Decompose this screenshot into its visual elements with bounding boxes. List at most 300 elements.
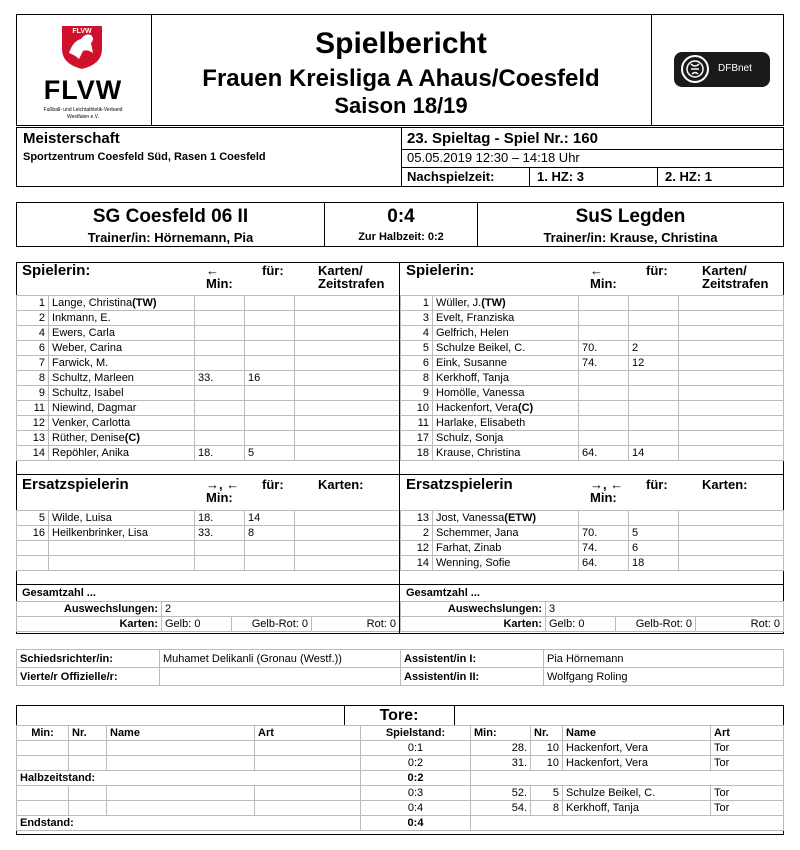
player-role-tag: (C): [124, 432, 141, 444]
player-number: 18: [401, 446, 433, 461]
home-coach: Trainer/in: Hörnemann, Pia: [87, 230, 254, 245]
player-name: Schulze Beikel, C.: [433, 341, 579, 356]
home-lineup-header: [16, 264, 400, 290]
goal-away-name: Hackenfort, Vera: [563, 756, 711, 771]
player-sub-for: [245, 541, 295, 556]
player-sub-for: [245, 326, 295, 341]
player-sub-for: [629, 371, 679, 386]
player-row: [17, 356, 400, 371]
player-sub-for: [629, 326, 679, 341]
home-art-header: Art: [255, 726, 361, 741]
away-min-header: Min:: [471, 726, 531, 741]
karten-label: Karten/: [702, 264, 747, 278]
player-sub-minute: [195, 401, 245, 416]
player-cards: [679, 511, 784, 526]
final-result: 0:4: [387, 206, 415, 227]
player-sub-for: [629, 416, 679, 431]
player-name: Hackenfort, Vera(C): [433, 401, 579, 416]
player-sub-minute: [579, 311, 629, 326]
player-sub-for: 6: [629, 541, 679, 556]
home-spielerin-label: Spielerin:: [22, 264, 91, 279]
player-sub-minute: [195, 341, 245, 356]
player-name: Homölle, Vanessa: [433, 386, 579, 401]
home-subs-header: [16, 478, 400, 504]
player-number: 7: [17, 356, 49, 371]
goal-away-number: 10: [531, 741, 563, 756]
player-cards: [679, 356, 784, 371]
player-number: [17, 556, 49, 571]
player-number: 12: [17, 416, 49, 431]
goal-score: 0:3: [361, 786, 471, 801]
karten-label: Karten/: [318, 264, 363, 278]
player-number: 11: [401, 416, 433, 431]
player-sub-for: [629, 401, 679, 416]
karten-total-label: Karten:: [17, 617, 162, 632]
player-number: 16: [17, 526, 49, 541]
goal-away-number: 8: [531, 801, 563, 816]
player-sub-minute: [195, 311, 245, 326]
player-number: 13: [17, 431, 49, 446]
player-name: Krause, Christina: [433, 446, 579, 461]
player-sub-minute: 18.: [195, 511, 245, 526]
away-subs-header: [400, 478, 784, 504]
halftime-label: Halbzeitstand:: [17, 771, 361, 786]
player-number: 14: [17, 446, 49, 461]
season-title: Saison 18/19: [334, 93, 468, 118]
player-row: [17, 446, 400, 461]
player-sub-for: [245, 341, 295, 356]
player-number: 10: [401, 401, 433, 416]
player-number: 9: [17, 386, 49, 401]
player-sub-minute: [579, 511, 629, 526]
svg-text:FLVW: FLVW: [72, 28, 92, 35]
goal-home-number: [69, 756, 107, 771]
player-sub-minute: [579, 326, 629, 341]
karten-label: Karten:: [318, 478, 364, 492]
min-label: Min:: [206, 490, 233, 504]
goal-home-name: [107, 801, 255, 816]
player-row: [17, 371, 400, 386]
player-sub-for: [629, 311, 679, 326]
home-gelb: Gelb: 0: [162, 617, 232, 632]
away-auswechslungen: 3: [546, 602, 784, 617]
nachspielzeit-label: Nachspielzeit:: [407, 169, 495, 184]
halftime2-extra: 2. HZ: 1: [665, 169, 712, 184]
home-nr-header: Nr.: [69, 726, 107, 741]
player-name: Wenning, Sofie: [433, 556, 579, 571]
player-row: [401, 446, 784, 461]
goal-home-number: [69, 741, 107, 756]
goal-home-minute: [17, 786, 69, 801]
player-sub-for: [629, 296, 679, 311]
player-row: [401, 371, 784, 386]
goal-score: 0:2: [361, 756, 471, 771]
player-row: [17, 511, 400, 526]
sub-arrows-icon: →, ←: [206, 478, 240, 492]
player-sub-minute: [579, 371, 629, 386]
player-name: Wüller, J.(TW): [433, 296, 579, 311]
player-sub-minute: [579, 386, 629, 401]
player-name: Schultz, Marleen: [49, 371, 195, 386]
player-row: [401, 431, 784, 446]
goal-row: [17, 741, 784, 756]
player-number: 3: [401, 311, 433, 326]
player-sub-for: [629, 511, 679, 526]
player-row: [17, 311, 400, 326]
player-sub-minute: 70.: [579, 341, 629, 356]
player-role-tag: (C): [517, 402, 534, 414]
final-row: [17, 816, 784, 831]
home-team: SG Coesfeld 06 II: [92, 206, 249, 227]
player-sub-minute: [195, 431, 245, 446]
player-sub-for: [245, 416, 295, 431]
player-sub-for: [629, 431, 679, 446]
goal-score: 0:4: [361, 801, 471, 816]
player-name: Farhat, Zinab: [433, 541, 579, 556]
player-row: [17, 431, 400, 446]
final-spacer: [471, 816, 784, 831]
player-number: 8: [401, 371, 433, 386]
player-row: [17, 526, 400, 541]
player-sub-for: 12: [629, 356, 679, 371]
player-row: [17, 401, 400, 416]
player-number: 12: [401, 541, 433, 556]
vierte-label: Vierte/r Offizielle/r:: [17, 668, 160, 686]
goal-away-name: Kerkhoff, Tanja: [563, 801, 711, 816]
player-number: 14: [401, 556, 433, 571]
away-spielerin-label: Spielerin:: [406, 264, 475, 279]
player-name: Rüther, Denise(C): [49, 431, 195, 446]
player-cards: [295, 311, 400, 326]
player-sub-minute: 74.: [579, 541, 629, 556]
goal-home-type: [255, 756, 361, 771]
halftime-row: [17, 771, 784, 786]
away-gelb: Gelb: 0: [546, 617, 616, 632]
player-cards: [679, 371, 784, 386]
player-sub-minute: [195, 296, 245, 311]
player-cards: [679, 526, 784, 541]
goal-home-number: [69, 786, 107, 801]
player-sub-minute: [195, 541, 245, 556]
away-rot: Rot: 0: [696, 617, 784, 632]
player-sub-minute: 33.: [195, 371, 245, 386]
halftime-score: 0:2: [361, 771, 471, 786]
goal-away-number: 10: [531, 756, 563, 771]
min-label: Min:: [590, 490, 617, 504]
player-cards: [295, 326, 400, 341]
assist1-label: Assistent/in I:: [401, 650, 544, 668]
player-sub-minute: [579, 416, 629, 431]
flvw-crest-icon: [57, 23, 107, 71]
halftime1-extra: 1. HZ: 3: [537, 169, 584, 184]
away-subs-table: [400, 510, 784, 571]
player-number: 5: [401, 341, 433, 356]
player-cards: [295, 416, 400, 431]
goal-away-name: Hackenfort, Vera: [563, 741, 711, 756]
player-name: Heilkenbrinker, Lisa: [49, 526, 195, 541]
match-type: Meisterschaft: [23, 130, 120, 147]
player-sub-minute: [195, 386, 245, 401]
player-number: 2: [17, 311, 49, 326]
goal-row: [17, 801, 784, 816]
player-cards: [295, 296, 400, 311]
player-row: [401, 526, 784, 541]
home-gelbrot: Gelb-Rot: 0: [232, 617, 312, 632]
player-row: [401, 356, 784, 371]
home-name-header: Name: [107, 726, 255, 741]
away-lineup-header: [400, 264, 784, 290]
matchday: 23. Spieltag - Spiel Nr.: 160: [407, 130, 598, 147]
karten-label: Karten:: [702, 478, 748, 492]
player-name: Ewers, Carla: [49, 326, 195, 341]
min-label: Min:: [590, 276, 617, 290]
player-sub-minute: 70.: [579, 526, 629, 541]
score-box: [16, 202, 784, 247]
player-cards: [295, 511, 400, 526]
page-title: Spielbericht: [315, 27, 487, 60]
player-name: Schemmer, Jana: [433, 526, 579, 541]
goal-away-minute: 31.: [471, 756, 531, 771]
player-name: Schulz, Sonja: [433, 431, 579, 446]
goal-home-name: [107, 786, 255, 801]
player-sub-minute: [579, 431, 629, 446]
player-sub-minute: [195, 326, 245, 341]
zeitstrafen-label: Zeitstrafen: [318, 276, 385, 290]
player-sub-for: [245, 556, 295, 571]
goal-away-number: 5: [531, 786, 563, 801]
player-cards: [679, 556, 784, 571]
player-sub-minute: [195, 356, 245, 371]
player-cards: [295, 386, 400, 401]
player-row: [17, 541, 400, 556]
away-coach: Trainer/in: Krause, Christina: [543, 230, 718, 245]
player-cards: [679, 401, 784, 416]
assist2-name: Wolfgang Roling: [544, 668, 784, 686]
arrow-left-icon: ←: [206, 264, 219, 278]
player-row: [401, 541, 784, 556]
player-number: 1: [17, 296, 49, 311]
player-number: [17, 541, 49, 556]
player-sub-minute: [579, 296, 629, 311]
player-number: 1: [401, 296, 433, 311]
player-sub-for: 2: [629, 341, 679, 356]
spielstand-header: Spielstand:: [361, 726, 471, 741]
goal-away-minute: 28.: [471, 741, 531, 756]
goal-home-minute: [17, 756, 69, 771]
player-row: [401, 341, 784, 356]
goal-away-type: Tor: [711, 801, 784, 816]
player-name: Venker, Carlotta: [49, 416, 195, 431]
fuer-label: für:: [646, 478, 668, 492]
player-cards: [295, 541, 400, 556]
player-name: Harlake, Elisabeth: [433, 416, 579, 431]
sub-arrows-icon: →, ←: [590, 478, 624, 492]
goal-score: 0:1: [361, 741, 471, 756]
player-sub-minute: 64.: [579, 446, 629, 461]
player-row: [17, 341, 400, 356]
goal-away-type: Tor: [711, 786, 784, 801]
goal-away-minute: 52.: [471, 786, 531, 801]
player-row: [17, 386, 400, 401]
home-totals: [16, 601, 400, 632]
player-name: Wilde, Luisa: [49, 511, 195, 526]
player-sub-minute: [579, 401, 629, 416]
flvw-sub2: Westfalen e.V.: [67, 114, 99, 120]
player-number: 5: [17, 511, 49, 526]
flvw-logo: [35, 23, 131, 123]
player-sub-for: [245, 356, 295, 371]
player-number: 17: [401, 431, 433, 446]
player-number: 8: [17, 371, 49, 386]
player-row: [401, 511, 784, 526]
player-sub-minute: 33.: [195, 526, 245, 541]
goal-home-minute: [17, 801, 69, 816]
zeitstrafen-label: Zeitstrafen: [702, 276, 769, 290]
away-team: SuS Legden: [575, 206, 686, 227]
goal-home-number: [69, 801, 107, 816]
flvw-sub: Fußball- und Leichtathletik-Verband: [43, 107, 123, 113]
fuer-label: für:: [646, 264, 668, 278]
player-sub-for: [245, 311, 295, 326]
player-row: [17, 326, 400, 341]
flvw-logo-text: FLVW: [43, 75, 123, 105]
player-cards: [295, 446, 400, 461]
fuer-label: für:: [262, 264, 284, 278]
player-row: [17, 296, 400, 311]
home-subs-table: [16, 510, 400, 571]
player-name: Evelt, Franziska: [433, 311, 579, 326]
goal-row: [17, 756, 784, 771]
home-rot: Rot: 0: [312, 617, 400, 632]
away-gelbrot: Gelb-Rot: 0: [616, 617, 696, 632]
player-cards: [295, 356, 400, 371]
player-name: Jost, Vanessa(ETW): [433, 511, 579, 526]
player-cards: [679, 541, 784, 556]
min-label: Min:: [206, 276, 233, 290]
away-art-header: Art: [711, 726, 784, 741]
player-name: Kerkhoff, Tanja: [433, 371, 579, 386]
vierte-name: [160, 668, 401, 686]
player-number: 2: [401, 526, 433, 541]
goals-title: Tore:: [379, 707, 419, 724]
goal-away-type: Tor: [711, 741, 784, 756]
player-number: 9: [401, 386, 433, 401]
assist2-label: Assistent/in II:: [401, 668, 544, 686]
player-cards: [295, 371, 400, 386]
player-sub-minute: [195, 416, 245, 431]
home-ersatz-label: Ersatzspielerin: [22, 478, 129, 493]
player-cards: [679, 341, 784, 356]
arrow-left-icon: ←: [590, 264, 603, 278]
player-row: [17, 416, 400, 431]
dfbnet-label: DFBnet: [718, 63, 752, 74]
player-row: [401, 556, 784, 571]
schiri-label: Schiedsrichter/in:: [17, 650, 160, 668]
player-row: [401, 326, 784, 341]
player-number: 6: [401, 356, 433, 371]
auswechslungen-label: Auswechslungen:: [401, 602, 546, 617]
halftime-result: Zur Halbzeit: 0:2: [358, 231, 444, 243]
player-name: Repöhler, Anika: [49, 446, 195, 461]
schiri-name: Muhamet Delikanli (Gronau (Westf.)): [160, 650, 401, 668]
player-cards: [679, 386, 784, 401]
auswechslungen-label: Auswechslungen:: [17, 602, 162, 617]
player-cards: [679, 431, 784, 446]
goal-row: [17, 786, 784, 801]
away-ersatz-label: Ersatzspielerin: [406, 478, 513, 493]
player-row: [17, 556, 400, 571]
player-row: [401, 416, 784, 431]
player-cards: [679, 446, 784, 461]
player-cards: [679, 296, 784, 311]
player-sub-for: [245, 296, 295, 311]
player-sub-for: [245, 386, 295, 401]
player-cards: [295, 431, 400, 446]
player-cards: [295, 526, 400, 541]
goals-table: [16, 725, 784, 831]
karten-total-label: Karten:: [401, 617, 546, 632]
dfbnet-logo: [674, 52, 770, 87]
halftime-spacer: [471, 771, 784, 786]
league-title: Frauen Kreisliga A Ahaus/Coesfeld: [202, 65, 600, 92]
player-name: [49, 541, 195, 556]
player-cards: [679, 326, 784, 341]
player-number: 4: [17, 326, 49, 341]
home-players-table: [16, 295, 400, 461]
player-cards: [295, 341, 400, 356]
fuer-label: für:: [262, 478, 284, 492]
goal-home-type: [255, 741, 361, 756]
final-label: Endstand:: [17, 816, 361, 831]
player-role-tag: (TW): [481, 297, 506, 309]
dfb-eagle-icon: [680, 54, 710, 84]
goal-home-name: [107, 741, 255, 756]
player-sub-for: 16: [245, 371, 295, 386]
player-sub-for: 8: [245, 526, 295, 541]
away-players-table: [400, 295, 784, 461]
player-sub-for: 5: [245, 446, 295, 461]
home-auswechslungen: 2: [162, 602, 400, 617]
player-cards: [295, 556, 400, 571]
venue: Sportzentrum Coesfeld Süd, Rasen 1 Coesfeld: [23, 151, 266, 163]
away-nr-header: Nr.: [531, 726, 563, 741]
player-number: 13: [401, 511, 433, 526]
player-role-tag: (ETW): [504, 512, 537, 524]
goal-home-type: [255, 786, 361, 801]
match-info-box: [16, 127, 784, 187]
goal-home-minute: [17, 741, 69, 756]
player-name: Gelfrich, Helen: [433, 326, 579, 341]
player-name: Schultz, Isabel: [49, 386, 195, 401]
home-min-header: Min:: [17, 726, 69, 741]
player-sub-minute: 18.: [195, 446, 245, 461]
player-sub-for: 14: [245, 511, 295, 526]
player-sub-for: 14: [629, 446, 679, 461]
player-row: [401, 311, 784, 326]
away-totals: [400, 601, 784, 632]
player-name: Niewind, Dagmar: [49, 401, 195, 416]
player-sub-minute: [195, 556, 245, 571]
header-box: [16, 14, 784, 126]
player-number: 11: [17, 401, 49, 416]
player-cards: [679, 416, 784, 431]
officials-table: [16, 649, 784, 686]
goal-away-type: Tor: [711, 756, 784, 771]
player-role-tag: (TW): [132, 297, 157, 309]
player-row: [401, 296, 784, 311]
player-name: Eink, Susanne: [433, 356, 579, 371]
match-datetime: 05.05.2019 12:30 – 14:18 Uhr: [407, 150, 580, 165]
